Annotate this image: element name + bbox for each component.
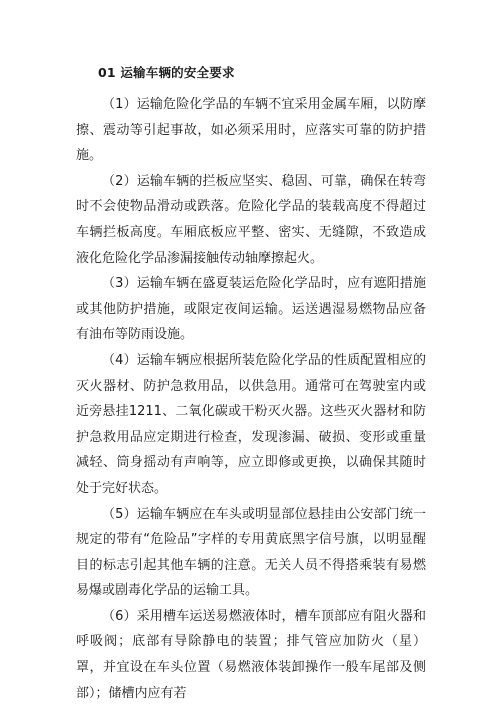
paragraph-2: （2）运输车辆的拦板应坚实、稳固、可靠，确保在转弯时不会使物品滑动或跌落。危险化学品的装载高度不得超过车辆拦板高度。车厢底板应平整、密实、无缝隙，不致造成液化危险化学品渗漏接触传动轴摩擦起火。 [76, 173, 426, 266]
section-heading: 01 运输车辆的安全要求 [98, 65, 235, 80]
paragraph-1: （1）运输危险化学品的车辆不宜采用金属车厢，以防摩擦、震动等引起事故，如必须采用时，应落实可靠的防护措施。 [76, 97, 426, 164]
paragraph-5: （5）运输车辆应在车头或明显部位悬挂由公安部门统一规定的带有“危险品”字样的专用黄底黑字信号旗，以明显醒目的标志引起其他车辆的注意。无关人员不得搭乘装有易燃易爆或剧毒化学品的运输工具。 [76, 506, 426, 599]
paragraph-6: （6）采用槽车运送易燃液体时，槽车顶部应有阻火器和呼吸阀；底部有导除静电的装置；排气管应加防火（星）罩，并宜设在车头位置（易燃液体装卸操作一般车尾部及侧部）；储槽内应有若 [76, 608, 426, 701]
paragraph-3: （3）运输车辆在盛夏装运危险化学品时，应有遮阳措施或其他防护措施，或限定夜间运输。运送遇湿易燃物品应备有油布等防雨设施。 [76, 276, 426, 343]
paragraph-4: （4）运输车辆应根据所装危险化学品的性质配置相应的灭火器材、防护急救用品，以供急用。通常可在驾驶室内或近旁悬挂1211、二氧化碳或干粉灭火器。这些灭火器材和防护急救用品应定期进行检查，发现渗漏、破损、变形或重量减轻、筒身摇动有声响等，应立即修或更换，以确保其随时处于完好状态。 [76, 352, 426, 496]
